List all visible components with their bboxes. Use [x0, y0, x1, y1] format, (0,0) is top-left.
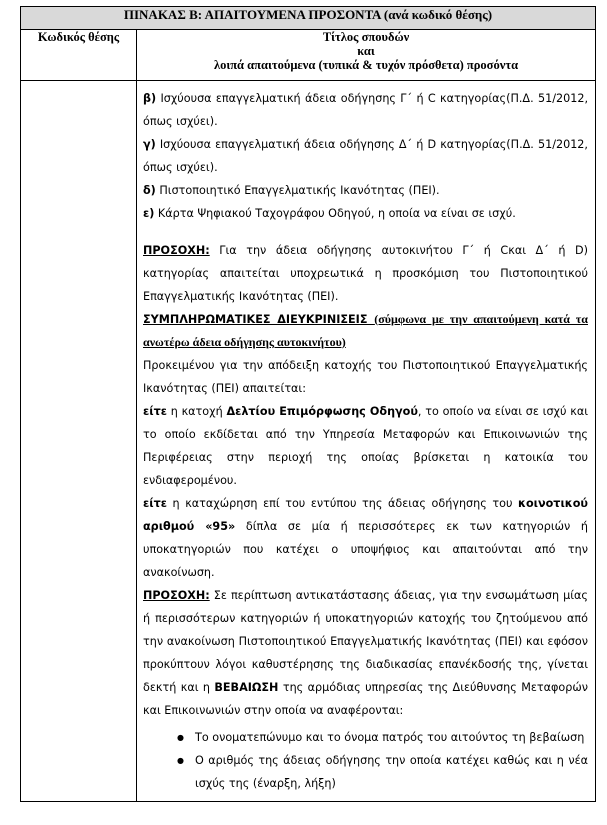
intro-text: Προκειμένου για την απόδειξη κατοχής του Πιστοποιητικού Επαγγελματικής Ικανότητας (ΠΕΙ) απαιτείται: — [143, 359, 588, 395]
qualifications-cell — [137, 81, 596, 802]
item-b-label: β) — [143, 92, 157, 105]
either-1-post: , το οποίο να είναι σε ισχύ και το οποίο εκδίδεται από την Υπηρεσία Μεταφορών και Επικοινωνιών της Περιφέρειας στην περιοχή της οποίας βρίσκεται η κατοικία του ενδιαφερομένου. — [143, 405, 588, 487]
either-1-word: είτε — [143, 405, 167, 418]
item-e-label: ε) — [143, 207, 155, 220]
either-1 — [143, 400, 588, 492]
list-item: ● Ο αριθμός της άδειας οδήγησης την οποία κατέχει καθώς και η νέα ισχύς της (έναρξη, λήξη) — [195, 749, 588, 795]
table-title: ΠΙΝΑΚΑΣ Β: ΑΠΑΙΤΟΥΜΕΝΑ ΠΡΟΣΟΝΤΑ (ανά κωδικό θέσης) — [21, 7, 596, 30]
note-1-label: ΠΡΟΣΟΧΗ: — [143, 244, 210, 257]
note-2-label: ΠΡΟΣΟΧΗ: — [143, 589, 210, 602]
note-1-text: Για την άδεια οδήγησης αυτοκινήτου Γ΄ ή Cκαι Δ΄ ή D) κατηγορίας απαιτείται υποχρεωτικά η προσκόμιση του Πιστοποιητικού Επαγγελματικής Ικανότητας (ΠΕΙ). — [143, 244, 588, 303]
item-c-label: γ) — [143, 138, 156, 151]
spacer — [143, 225, 588, 239]
item-d-text: Πιστοποιητικό Επαγγελματικής Ικανότητας (ΠΕΙ). — [155, 184, 440, 197]
item-b-text: Ισχύουσα επαγγελματική άδεια οδήγησης Γ΄ ή C κατηγορίας(Π.Δ. 51/2012, όπως ισχύει). — [143, 92, 588, 128]
note-2-post: της αρμόδιας υπηρεσίας της Διεύθυνσης Μεταφορών και Επικοινωνιών στην οποία να αναφέρονται: — [143, 681, 588, 717]
either-1-bold: Δελτίου Επιμόρφωσης Οδηγού — [226, 405, 418, 418]
qualifications-header-line1: Τίτλος σπουδών — [322, 30, 410, 44]
note-2-pre: Σε περίπτωση αντικατάστασης άδειας, για την ενσωμάτωση μίας ή περισσότερων κατηγοριών ή υποκατηγοριών κατοχής του ζητούμενου από την ανακοίνωση Πιστοποιητικού Επαγγελματικής Ικανότητας (ΠΕΙ) και εφόσον προκύπτουν λόγοι καθυστέρησης της διαδικασίας επανέκδοσής της, γίνεται δεκτή και η — [143, 589, 588, 694]
item-e-text: Κάρτα Ψηφιακού Ταχογράφου Οδηγού, η οποία να είναι σε ισχύ. — [154, 207, 516, 220]
item-e — [143, 202, 588, 225]
qualifications-header — [137, 30, 596, 81]
qualifications-header-line2: και — [357, 44, 375, 58]
item-b — [143, 87, 588, 133]
list-item: ● Το ονοματεπώνυμο και το όνομα πατρός του αιτούντος τη βεβαίωση — [195, 726, 588, 749]
supplementary-heading-sub: (σύμφωνα με την απαιτούμενη κατά τα ανωτέρω άδεια οδήγησης αυτοκινήτου) — [143, 312, 588, 349]
note-2 — [143, 584, 588, 722]
note-2-bold: ΒΕΒΑΙΩΣΗ — [214, 681, 279, 694]
supplementary-heading-main: ΣΥΜΠΛΗΡΩΜΑΤΙΚΕΣ ΔΙΕΥΚΡΙΝΙΣΕΙΣ — [143, 313, 375, 326]
item-c-text: Ισχύουσα επαγγελματική άδεια οδήγησης Δ΄ ή D κατηγορίας(Π.Δ. 51/2012, όπως ισχύει). — [143, 138, 588, 174]
item-d-label: δ) — [143, 184, 156, 197]
item-d — [143, 179, 588, 202]
position-code-cell — [21, 81, 137, 802]
table-title-row — [21, 7, 596, 30]
qualifications-header-line3: λοιπά απαιτούμενα (τυπικά & τυχόν πρόσθετα) προσόντα — [213, 58, 519, 72]
either-2-pre: η καταχώρηση επί του εντύπου της άδειας οδήγησης του — [166, 497, 518, 510]
either-1-pre: η κατοχή — [166, 405, 227, 418]
position-code-header: Κωδικός θέσης — [21, 30, 137, 81]
table-header-row — [21, 30, 596, 81]
either-2-bold: κοινοτικού αριθμού «95» — [143, 497, 588, 533]
item-c — [143, 133, 588, 179]
requirements-table — [20, 6, 596, 802]
supplementary-heading — [143, 308, 588, 354]
either-2 — [143, 492, 588, 584]
certificate-contents-list — [143, 726, 588, 795]
either-2-post: δίπλα σε μία ή περισσότερες εκ των κατηγοριών ή υποκατηγοριών που κατέχει ο υποψήφιος και απαιτούνται από την ανακοίνωση. — [143, 520, 588, 579]
either-2-word: είτε — [143, 497, 167, 510]
table-body-row — [21, 81, 596, 802]
note-1 — [143, 239, 588, 308]
